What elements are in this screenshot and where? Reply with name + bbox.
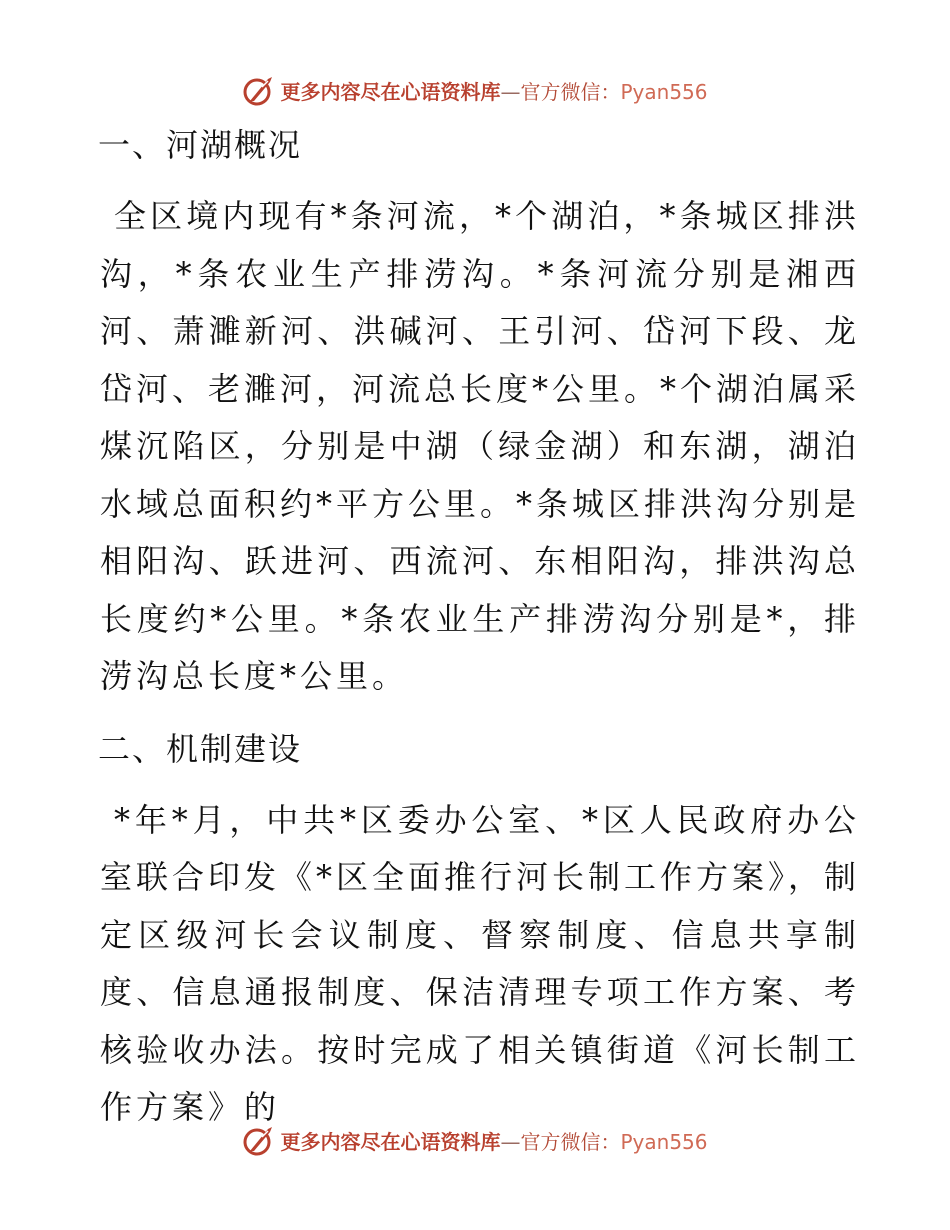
quill-logo-icon: [242, 73, 276, 107]
header-watermark: [0, 70, 950, 110]
watermark-brand: 更多内容尽在心语资料库: [280, 79, 501, 104]
document-body: [100, 120, 860, 1155]
watermark-text: [280, 76, 707, 105]
quill-logo-icon: [242, 1123, 276, 1157]
section-heading-overview: 一、河湖概况: [98, 126, 303, 164]
watermark-account: Pyan556: [620, 1129, 708, 1154]
watermark-text: [280, 1126, 707, 1155]
watermark-separator: —: [500, 1129, 521, 1154]
watermark-separator: —: [500, 79, 521, 104]
watermark-label: 官方微信：: [520, 1129, 621, 1154]
section-paragraph-overview: 全区境内现有*条河流，*个湖泊，*条城区排洪沟，*条农业生产排涝沟。*条河流分别是湘西河、萧濉新河、洪碱河、王引河、岱河下段、龙岱河、老濉河，河流总长度*公里。*个湖泊属采煤沉陷区，分别是中湖（绿金湖）和东湖，湖泊水域总面积约*平方公里。*条城区排洪沟分别是相阳沟、跃进河、西流河、东相阳沟，排洪沟总长度约*公里。*条农业生产排涝沟分别是*，排涝沟总长度*公里。: [100, 197, 861, 695]
section-heading-mechanism: 二、机制建设: [98, 729, 303, 768]
watermark-account: Pyan556: [620, 79, 708, 104]
watermark-brand: 更多内容尽在心语资料库: [280, 1129, 501, 1154]
watermark-label: 官方微信：: [520, 79, 621, 104]
section-paragraph-mechanism: *年*月，中共*区委办公室、*区人民政府办公室联合印发《*区全面推行河长制工作方案》，制定区级河长会议制度、督察制度、信息共享制度、信息通报制度、保洁清理专项工作方案、考核验收办法。按时完成了相关镇街道《河长制工作方案》的: [100, 800, 861, 1126]
footer-watermark: [0, 1120, 950, 1160]
